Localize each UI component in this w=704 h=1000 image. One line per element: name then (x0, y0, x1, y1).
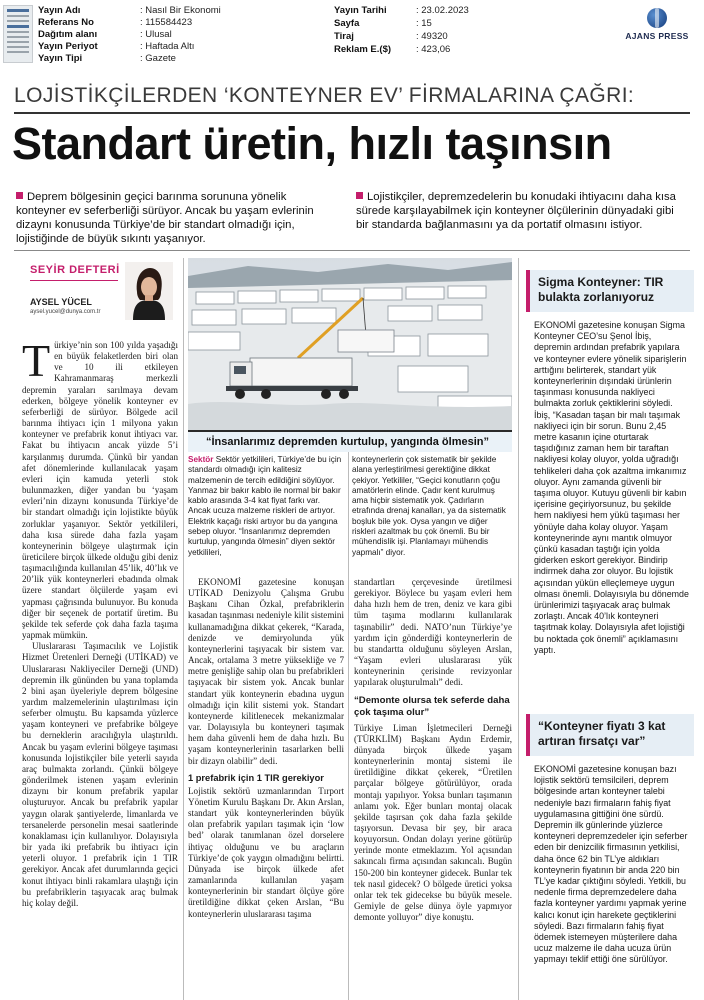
sidebar-heading-1: Sigma Konteyner: TIR bulakta zorlanıyoruz (526, 270, 694, 312)
columnist-box (22, 260, 177, 322)
body-paragraph-text: ürkiye’nin son 100 yılda yaşadığı en büyük felaketlerden biri olan ve 10 ili etkileyen Kahramanmaraş merkezli depremin yaraları sarılmaya devam ederken, bölgeye yönelik konteyner ev seferberliği de sürüyor. Bölgede acil barınma ihtiyacı için 1 milyona yakın konteyner ve prefabrik konut ihtiyacı var. Fakat bu ihtiyacın ancak yüzde 5’i karşılanmış durumda. Çünkü bir yandan afet dönemlerinde kullanılacak yaşam evleri için kamuda yeterli stok bulunmazken, diğer yandan bu ‘yaşam evleri’nin dizaynı konusunda Türkiye’de bir standart olmadığı için lojistikte büyük zorluklar yaşanıyor. Sektör yetkilileri, daha kısa sürede daha fazla yaşam konteynerinin bölgeye ulaştırmak için üreticilere birçok ülkede olduğu gibi deniz taşımacılığında kullanılan 45’lik, 40’lık ve 20’lik yük konteynerleri ebadında olmak üzere standart ölçülerde yaşam evi yapması çağrısında bulunuyor. Bu konuda diğer bir seçenek de portatif üretim. Bu şekilde tek seferde çok daha fazla taşıma yapmak mümkün. (22, 340, 178, 641)
meta-label: Dağıtım alanı (38, 29, 98, 40)
body-paragraph: Lojistik sektörü uzmanlarından Tırport Yönetim Kurulu Başkanı Dr. Akın Arslan, standart yük konteynerlerinden büyük olan prefabrik yapıları taşımak için ‘low bed’ olarak tanımlanan özel dorselere ihtiyaç olduğunu ve bu araçların Türkiye’de çok yaygın olmadığını belirtti. Dünyada ise birçok ülkede afet zamanlarında kullanılan yaşam konteynerlerinin bir standart ölçüye göre üretildiğine dikkat çeken Arslan, “Bu konteynerlerin uluslararası taşıma (188, 785, 344, 919)
meta-label: Sayfa (334, 18, 360, 29)
notes-lead-word: Sektör (188, 455, 214, 464)
meta-value: : Ulusal (140, 29, 172, 40)
meta-row (38, 17, 338, 29)
photo-notes-left (188, 455, 344, 567)
meta-label: Reklam E.($) (334, 44, 392, 55)
meta-row (38, 29, 338, 41)
body-column-3 (354, 577, 512, 1000)
meta-label: Referans No (38, 17, 94, 28)
clipping-meta-header (0, 0, 704, 68)
body-paragraph: Türkiye Liman İşletmecileri Derneği (TÜRKLİM) Başkanı Aydın Erdemir, dünyada birçok ülkede yaşam konteynerlerinin montaj sistemi ile üretildiğine dikkat çekerek, “Üretilen parçalar bölgeye götürülüyor, orada montajı yapılıyor. Yoksa bunları taşımanın anlamı yok. Eğer bunları montaj olacak şekilde taşırsan çok daha fazla şekilde taşıyorsun. Devasa bir şey, bir araca koyuyorsun. Ondan dolayı yerine götürüp yerinde monte etmeklazım. Yol açısından sakıncalı firma açısından sakıncalı. Bugün 150-200 bin konteyner gidecek. Bunlar tek tek nasıl gidecek? O bölgede üretici yoksa onlar tek tek gidecekse bu büyük mesele. Gemiyle de gelse dünya öyle yapmıyor demonte yolluyor” diye konuştu. (354, 722, 512, 923)
meta-value: : 423,06 (416, 44, 451, 55)
meta-value: : 15 (416, 18, 432, 29)
lead-left-text: Deprem bölgesinin geçici barınma sorununa yönelik konteyner ev seferberliği sürüyor. Ancak bu yaşam evlerinin dizaynı konusunda Türkiye’de bir standart olmadığı için, lojistiğinde de büyük sıkıntı yaşanıyor. (16, 191, 314, 245)
lead-right (356, 190, 686, 232)
article-headline: Standart üretin, hızlı taşınsın (12, 118, 612, 169)
meta-row (38, 53, 338, 65)
photo-notes-left-text: Sektör yetkilileri, Türkiye’de bu için standardı olmadığı için kalitesiz malzemenin de tercih edildiğini söylüyor. Yanmaz bir bakır kablo ile normal bir bakır kablo arasında 3-4 kat fiyat farkı var. Ancak ucuza malzeme riskleri de artıyor. Elektrik kaçağı riski artıyor bu da yangına sebep oluyor. “İnsanlarımız depremden kurtulup, yangında ölmesin” diyen sektör yetkilileri, (188, 455, 342, 557)
meta-row (334, 44, 574, 56)
sidebar-body-1: EKONOMİ gazetesine konuşan Sigma Konteyner CEO’su Şenol İbiş, depremin ardından prefabrik yapılara ve konteyner evlere yönelik siparişlerin arttığını belirterek, standart yük konteynerlerinin dışındaki ürünlerin taşınması konusunda nakliyeci bulmakta zorluk çektiklerini söyledi. İbiş, “Kasadan taşan bir malı taşımak nakliyeci için bir sorun. Bunu 2,45 metre kasanın içine oturtarak taşıdığınız zaman hem bir taraftan nakliyesi kolay oluyor, yolda uğradığı tehlikeleri daha çok azaltma imkanımız oluyor. Aynı zamanda güvenli bir taşıma oluyor. Kutuyu güvenli bir kabın içerisine geçiriyorsunuz, bu şekilde hem nakliyesi hem yükü taşıması her yönüyle daha kolay oluyor. Yaşam konteynerinde aynı mantık olmuyor çünkü kasadan taştığı için yolda giderken eskort gerekiyor. Bindirip indirmek daha zor oluyor. Bu lojistik açısından yükün elleçlemeye uygun olması önemli. Dolayısıyla bu dönemde ürünlerimizi taşıyacak araç bulmak zorlaştı. Ancak 40’lık konteyneri taşıtmak kolay. Dolayısıyla afet lojistiği bu noktada çok önemli” açıklamasını yaptı. (534, 320, 689, 655)
meta-row (334, 5, 574, 17)
container-truck-photo (188, 258, 512, 430)
meta-row (334, 31, 574, 43)
columnist-avatar (125, 262, 173, 320)
meta-label: Yayın Periyot (38, 41, 98, 52)
meta-row (38, 5, 338, 17)
meta-value: : 23.02.2023 (416, 5, 469, 16)
column-tag-rule (30, 280, 118, 281)
column-tag: SEYİR DEFTERİ (30, 264, 120, 276)
column-divider (518, 258, 519, 1000)
lead-right-text: Lojistikçiler, depremzedelerin bu konudaki ihtiyacını daha kısa sürede karşılayabilmek için konteyner ölçülerinin dünyadaki gibi bir standarda bağlanmasını ya da portatif olmasını istiyor. (356, 191, 676, 231)
bullet-square-icon (16, 192, 23, 199)
meta-value: : 115584423 (140, 17, 193, 28)
body-paragraph: standartları çerçevesinde üretilmesi gerekiyor. Böylece bu yaşam evleri hem daha hızlı hem de tren, deniz ve kara gibi tüm taşıma modlarını kullanılarak taşınabilir” dedi. NATO’nun Türkiye’ye yardım için gönderdiği konteynerlerin de bu standartta olduğunu söyleyen Arslan, “Yaşam evleri uluslararası yük konteynerinin çerisinde revizyonlar yapılarak oluşturulmalı” dedi. (354, 577, 512, 688)
ajans-press-logo (622, 8, 692, 41)
meta-value: : Haftada Altı (140, 41, 195, 52)
photo-notes-right: konteynerlerin çok sistematik bir şekilde alana yerleştirilmesi gerektiğine dikkat çekiyor. Yetkililer, “Geçici konutların çoğu amatörlerin elinde. Çadır kent kurulmuş ama hiçbir sistematik yok. Çadırların etrafında drenaj kanalları, ya da sistematik boşluk bile yok. Oysa yangın ve diğer riskleri azaltmak bu çok önemli. Bu bir mühendislik işi. Planlamayı mühendis yapmalı” diyor. (352, 455, 506, 557)
lead-left (16, 190, 336, 246)
body-column-2 (188, 577, 344, 1000)
bullet-square-icon (356, 192, 363, 199)
columnist-email: aysel.yucel@dunya.com.tr (30, 309, 101, 315)
subheading: 1 prefabrik için 1 TIR gerekiyor (188, 772, 324, 783)
sidebar-heading-2: “Konteyner fiyatı 3 kat artıran fırsatçı var” (526, 714, 694, 756)
sidebar-boxes (526, 258, 694, 1000)
meta-row (334, 18, 574, 30)
body-column-1 (22, 340, 178, 1000)
meta-label: Tiraj (334, 31, 354, 42)
meta-label: Yayın Adı (38, 5, 81, 16)
meta-label: Yayın Tarihi (334, 5, 387, 16)
meta-row (38, 41, 338, 53)
kicker-rule (14, 112, 690, 114)
meta-value: : Gazete (140, 53, 176, 64)
drop-cap: T (22, 340, 51, 386)
meta-value: : Nasıl Bir Ekonomi (140, 5, 221, 16)
photo-caption (188, 430, 512, 452)
globe-icon (647, 8, 667, 28)
meta-value: : 49320 (416, 31, 448, 42)
body-paragraph (22, 340, 178, 641)
meta-label: Yayın Tipi (38, 53, 83, 64)
column-divider (183, 258, 184, 1000)
photo-caption-text: “İnsanlarımız depremden kurtulup, yangında ölmesin” (206, 436, 489, 448)
sidebar-body-2: EKONOMİ gazetesine konuşan bazı lojistik sektörü temsilcileri, deprem bölgesinde artan konteyner talebi nedeniyle bazı firmaların fahiş fiyat uygulamasına gittiğini öne sürdü. Depremin ilk günlerinde yüzlerce konteyneri depremzedeler için seferber eden bir denizcilik firmasının yetkilisi, daha önce 62 bin TL’ye aldıkları konteynerin fiyatının bir anda 220 bin TL’ye kadar çıktığını söyledi. Yetkili, bu nedenle firma depremzedelere daha fazla konteyner yardımı yapmak yerine kalıcı konut için harekete geçtiklerini söyledi. Bazı firmaların fahiş fiyat ödemek istemeyen müşterilere daha ucuz malzeme ile daha ucuza ürün yapmayı teklif ettiği öne sürülüyor. (534, 764, 688, 965)
lead-rule (14, 250, 690, 251)
logo-text: AJANS PRESS (625, 31, 689, 41)
columnist-name: AYSEL YÜCEL (30, 297, 92, 307)
body-paragraph: Uluslararası Taşımacılık ve Lojistik Hizmet Üretenleri Derneği (UTİKAD) ve Uluslararası Nakliyeciler Derneği (UND) depremin ilk gününden bu yana toplamda 2 bini aşan üyeleriyle deprem bölgesine yardım malzemelerinin ulaştırılması için seferber olmuştu. Bu kapsamda yüzlerce yaşam konteyneri ve prefabrike bölgeye bu derneklerin aracılığıyla ulaştırıldı. Ancak bu yaşam evlerini bölgeye taşıması konusunda lojistikçiler bile yeterli sayıda araç bulmakta zorlandı. Çünkü bölgeye gönderilmek istenen yaşam evlerinin dizaynı bir konum prefabrik yapılar oluşturuyor. Ancak bu prefabrik yapılar yaygın olarak şantiyelerde, limanlarda ve tersanelerde personelin mesai saatlerinde konaklaması için kullanılıyor. Dolayısıyla bir yada iki prefabrik bu ihtiyacı için yeterli oluyor. 1 prefabrik için 1 TIR gerekiyor. Ancak afet durumlarında geçici konut ihtiyacı binli rakamlara ulaştığı için bu prefabriklerin taşıyacak araç bulmak hiç kolay değil. (22, 641, 178, 908)
page-thumbnail-icon (3, 5, 33, 63)
article-kicker: LOJİSTİKÇİLERDEN ‘KONTEYNER EV’ FİRMALARINA ÇAĞRI: (14, 84, 635, 107)
pull-quote-subheading: “Demonte olursa tek seferde daha çok taşıma olur” (354, 694, 510, 718)
body-paragraph: EKONOMİ gazetesine konuşan UTİKAD Denizyolu Çalışma Grubu Başkanı Cihan Özkal, prefabriklerin kasadan taşınması nedeniyle kilit sistemini kullanamadığına dikkat çekerek, “Karada, denizde ve demiryolunda yük konteynerlerini taşıyacak bir sistem var. Ancak, ortalama 3 metre yüksekliğe ve 7 metre genişliğe sahip olan bu prefabrikleri taşıyacak bir sistem yok. Ancak bunlar standart yük konteynerin ebadına uygun olmadığı için kilit sistemi yok. Standart konteynerde kilitlenecek mekanizmalar var. Dolayısıyla bu konteyneri taşımak hem daha güvenli hem de daha hızlı. Bu yaşam konteynerlerinin tasarlarken belli bir dizayn olabilir” dedi. (188, 577, 344, 766)
column-divider (348, 452, 349, 1000)
